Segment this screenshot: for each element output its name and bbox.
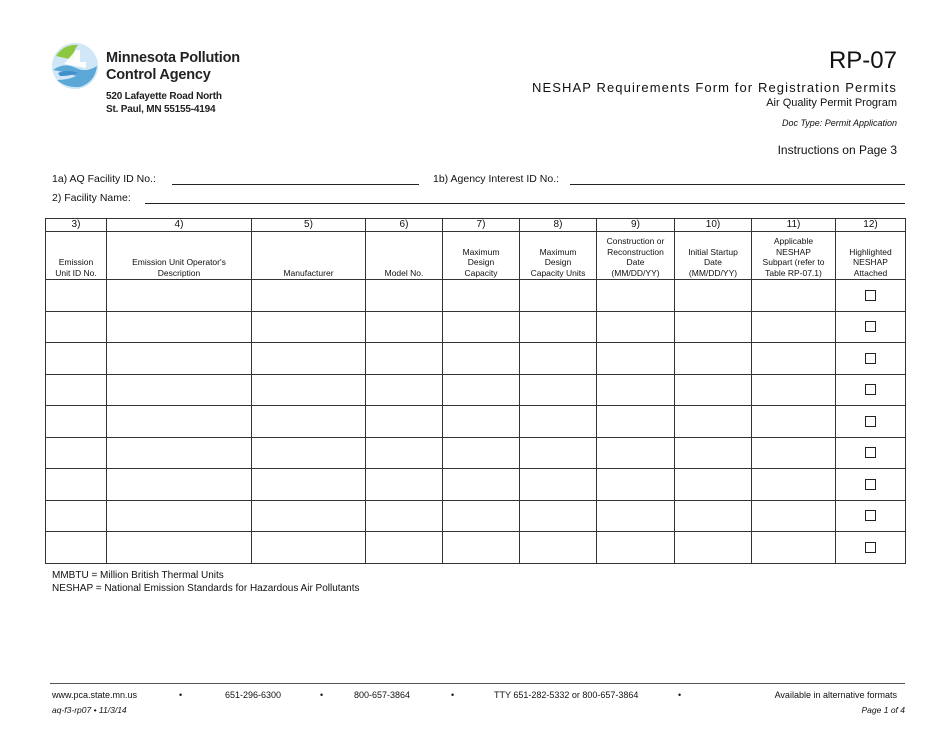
table-cell-input[interactable] bbox=[443, 532, 520, 564]
footer-page-number: Page 1 of 4 bbox=[861, 705, 905, 715]
table-cell-input[interactable] bbox=[752, 532, 836, 564]
neshap-attached-cell bbox=[836, 311, 906, 343]
table-cell-input[interactable] bbox=[46, 343, 107, 375]
table-cell-input[interactable] bbox=[252, 532, 366, 564]
table-cell-input[interactable] bbox=[675, 469, 752, 501]
table-cell-input[interactable] bbox=[252, 500, 366, 532]
table-cell-input[interactable] bbox=[252, 280, 366, 312]
table-body bbox=[46, 280, 906, 564]
table-cell-input[interactable] bbox=[252, 311, 366, 343]
footer-alt-formats: Available in alternative formats bbox=[774, 690, 897, 700]
table-cell-input[interactable] bbox=[675, 437, 752, 469]
table-cell-input[interactable] bbox=[597, 532, 675, 564]
table-cell-input[interactable] bbox=[366, 406, 443, 438]
neshap-attached-cell bbox=[836, 437, 906, 469]
table-cell-input[interactable] bbox=[366, 437, 443, 469]
table-row bbox=[46, 343, 906, 375]
agency-name-line1: Minnesota Pollution bbox=[106, 50, 240, 66]
column-header: Model No. bbox=[366, 232, 443, 280]
table-cell-input[interactable] bbox=[366, 280, 443, 312]
instructions-note: Instructions on Page 3 bbox=[777, 143, 897, 157]
agency-address-line2: St. Paul, MN 55155-4194 bbox=[106, 104, 216, 115]
column-number: 3) bbox=[46, 219, 107, 232]
table-cell-input[interactable] bbox=[107, 437, 252, 469]
table-cell-input[interactable] bbox=[252, 437, 366, 469]
table-cell-input[interactable] bbox=[252, 374, 366, 406]
table-cell-input[interactable] bbox=[46, 311, 107, 343]
table-cell-input[interactable] bbox=[107, 311, 252, 343]
column-number: 4) bbox=[107, 219, 252, 232]
table-cell-input[interactable] bbox=[752, 469, 836, 501]
table-cell-input[interactable] bbox=[443, 343, 520, 375]
agency-interest-field[interactable] bbox=[570, 184, 905, 185]
table-cell-input[interactable] bbox=[443, 374, 520, 406]
table-cell-input[interactable] bbox=[675, 532, 752, 564]
agency-name bbox=[106, 50, 240, 84]
emission-units-table bbox=[45, 218, 906, 564]
footer-divider bbox=[50, 683, 905, 684]
agency-address bbox=[106, 90, 222, 116]
table-cell-input[interactable] bbox=[597, 374, 675, 406]
column-header: Applicable NESHAP Subpart (refer to Table RP-07.1) bbox=[752, 232, 836, 280]
footer-phone-1: 651-296-6300 bbox=[225, 690, 282, 700]
footer-bullet: • bbox=[678, 690, 682, 700]
column-number: 9) bbox=[597, 219, 675, 232]
column-number: 6) bbox=[366, 219, 443, 232]
table-cell-input[interactable] bbox=[46, 280, 107, 312]
table-cell-input[interactable] bbox=[46, 469, 107, 501]
table-cell-input[interactable] bbox=[675, 311, 752, 343]
column-header: Emission Unit ID No. bbox=[46, 232, 107, 280]
neshap-attached-checkbox[interactable] bbox=[865, 447, 876, 458]
column-number-row bbox=[46, 219, 906, 232]
neshap-attached-checkbox[interactable] bbox=[865, 416, 876, 427]
table-cell-input[interactable] bbox=[520, 280, 597, 312]
facility-id-field[interactable] bbox=[172, 184, 419, 185]
table-cell-input[interactable] bbox=[46, 406, 107, 438]
table-row bbox=[46, 532, 906, 564]
table-cell-input[interactable] bbox=[520, 406, 597, 438]
agency-interest-label: 1b) Agency Interest ID No.: bbox=[433, 173, 560, 185]
table-cell-input[interactable] bbox=[597, 406, 675, 438]
facility-name-label: 2) Facility Name: bbox=[52, 192, 131, 204]
column-header: Emission Unit Operator's Description bbox=[107, 232, 252, 280]
neshap-attached-checkbox[interactable] bbox=[865, 353, 876, 364]
neshap-attached-cell bbox=[836, 374, 906, 406]
column-header: Initial Startup Date (MM/DD/YY) bbox=[675, 232, 752, 280]
table-cell-input[interactable] bbox=[597, 437, 675, 469]
column-number: 8) bbox=[520, 219, 597, 232]
neshap-attached-cell bbox=[836, 406, 906, 438]
table-cell-input[interactable] bbox=[520, 532, 597, 564]
table-cell-input[interactable] bbox=[520, 437, 597, 469]
mpca-logo-icon bbox=[50, 42, 100, 90]
column-header: Highlighted NESHAP Attached bbox=[836, 232, 906, 280]
neshap-attached-checkbox[interactable] bbox=[865, 542, 876, 553]
footer-bullet: • bbox=[179, 690, 183, 700]
table-cell-input[interactable] bbox=[252, 406, 366, 438]
footer-website[interactable]: www.pca.state.mn.us bbox=[52, 690, 138, 700]
facility-id-label: 1a) AQ Facility ID No.: bbox=[52, 173, 156, 185]
table-cell-input[interactable] bbox=[252, 343, 366, 375]
column-number: 11) bbox=[752, 219, 836, 232]
neshap-attached-cell bbox=[836, 469, 906, 501]
table-cell-input[interactable] bbox=[520, 343, 597, 375]
column-header-row bbox=[46, 232, 906, 280]
table-cell-input[interactable] bbox=[675, 406, 752, 438]
neshap-attached-checkbox[interactable] bbox=[865, 479, 876, 490]
agency-name-line2: Control Agency bbox=[106, 67, 211, 83]
table-cell-input[interactable] bbox=[252, 469, 366, 501]
column-header: Maximum Design Capacity Units bbox=[520, 232, 597, 280]
table-cell-input[interactable] bbox=[443, 437, 520, 469]
facility-name-field[interactable] bbox=[145, 203, 905, 204]
table-cell-input[interactable] bbox=[752, 343, 836, 375]
table-cell-input[interactable] bbox=[107, 343, 252, 375]
neshap-attached-cell bbox=[836, 500, 906, 532]
table-cell-input[interactable] bbox=[366, 469, 443, 501]
table-cell-input[interactable] bbox=[675, 500, 752, 532]
table-cell-input[interactable] bbox=[443, 406, 520, 438]
table-cell-input[interactable] bbox=[752, 437, 836, 469]
table-cell-input[interactable] bbox=[752, 374, 836, 406]
column-number: 5) bbox=[252, 219, 366, 232]
neshap-attached-cell bbox=[836, 280, 906, 312]
doc-type: Doc Type: Permit Application bbox=[781, 118, 897, 128]
note-neshap: NESHAP = National Emission Standards for Hazardous Air Pollutants bbox=[52, 583, 360, 594]
column-header: Maximum Design Capacity bbox=[443, 232, 520, 280]
table-cell-input[interactable] bbox=[675, 280, 752, 312]
table-cell-input[interactable] bbox=[107, 406, 252, 438]
footer-phone-2: 800-657-3864 bbox=[354, 690, 411, 700]
table-cell-input[interactable] bbox=[752, 406, 836, 438]
table-cell-input[interactable] bbox=[46, 532, 107, 564]
column-header: Manufacturer bbox=[252, 232, 366, 280]
table-cell-input[interactable] bbox=[675, 374, 752, 406]
table-cell-input[interactable] bbox=[520, 374, 597, 406]
neshap-attached-cell bbox=[836, 343, 906, 375]
table-cell-input[interactable] bbox=[597, 469, 675, 501]
table-cell-input[interactable] bbox=[675, 343, 752, 375]
column-number: 7) bbox=[443, 219, 520, 232]
table-cell-input[interactable] bbox=[752, 500, 836, 532]
footer-bullet: • bbox=[320, 690, 324, 700]
table-cell-input[interactable] bbox=[366, 500, 443, 532]
table-cell-input[interactable] bbox=[597, 311, 675, 343]
agency-address-line1: 520 Lafayette Road North bbox=[106, 91, 222, 102]
table-cell-input[interactable] bbox=[107, 280, 252, 312]
footer-doc-code: aq-f3-rp07 • 11/3/14 bbox=[52, 705, 127, 715]
table-cell-input[interactable] bbox=[752, 280, 836, 312]
neshap-attached-checkbox[interactable] bbox=[865, 384, 876, 395]
table-cell-input[interactable] bbox=[597, 500, 675, 532]
table-row bbox=[46, 374, 906, 406]
table-row bbox=[46, 280, 906, 312]
column-header: Construction or Reconstruction Date (MM/DD/YY) bbox=[597, 232, 675, 280]
table-cell-input[interactable] bbox=[366, 343, 443, 375]
table-cell-input[interactable] bbox=[107, 500, 252, 532]
table-cell-input[interactable] bbox=[107, 532, 252, 564]
form-program: Air Quality Permit Program bbox=[766, 97, 897, 109]
table-row bbox=[46, 406, 906, 438]
table-cell-input[interactable] bbox=[520, 500, 597, 532]
neshap-attached-checkbox[interactable] bbox=[865, 510, 876, 521]
footer-bullet: • bbox=[451, 690, 455, 700]
table-row bbox=[46, 469, 906, 501]
table-cell-input[interactable] bbox=[107, 374, 252, 406]
table-cell-input[interactable] bbox=[46, 437, 107, 469]
table-cell-input[interactable] bbox=[520, 469, 597, 501]
table-cell-input[interactable] bbox=[443, 500, 520, 532]
table-row bbox=[46, 500, 906, 532]
note-mmbtu: MMBTU = Million British Thermal Units bbox=[52, 570, 224, 581]
neshap-attached-checkbox[interactable] bbox=[865, 321, 876, 332]
column-number: 10) bbox=[675, 219, 752, 232]
table-row bbox=[46, 437, 906, 469]
table-cell-input[interactable] bbox=[597, 343, 675, 375]
neshap-attached-checkbox[interactable] bbox=[865, 290, 876, 301]
table-row bbox=[46, 311, 906, 343]
neshap-attached-cell bbox=[836, 532, 906, 564]
table-cell-input[interactable] bbox=[520, 311, 597, 343]
table-cell-input[interactable] bbox=[46, 374, 107, 406]
table-cell-input[interactable] bbox=[443, 469, 520, 501]
table-cell-input[interactable] bbox=[597, 280, 675, 312]
form-title: NESHAP Requirements Form for Registration Permits bbox=[531, 80, 897, 95]
form-id: RP-07 bbox=[828, 47, 897, 74]
table-cell-input[interactable] bbox=[46, 500, 107, 532]
table-cell-input[interactable] bbox=[366, 374, 443, 406]
column-number: 12) bbox=[836, 219, 906, 232]
table-cell-input[interactable] bbox=[107, 469, 252, 501]
table-cell-input[interactable] bbox=[366, 532, 443, 564]
footer-tty: TTY 651-282-5332 or 800-657-3864 bbox=[494, 690, 639, 700]
table-cell-input[interactable] bbox=[443, 280, 520, 312]
table-cell-input[interactable] bbox=[443, 311, 520, 343]
table-cell-input[interactable] bbox=[366, 311, 443, 343]
table-cell-input[interactable] bbox=[752, 311, 836, 343]
